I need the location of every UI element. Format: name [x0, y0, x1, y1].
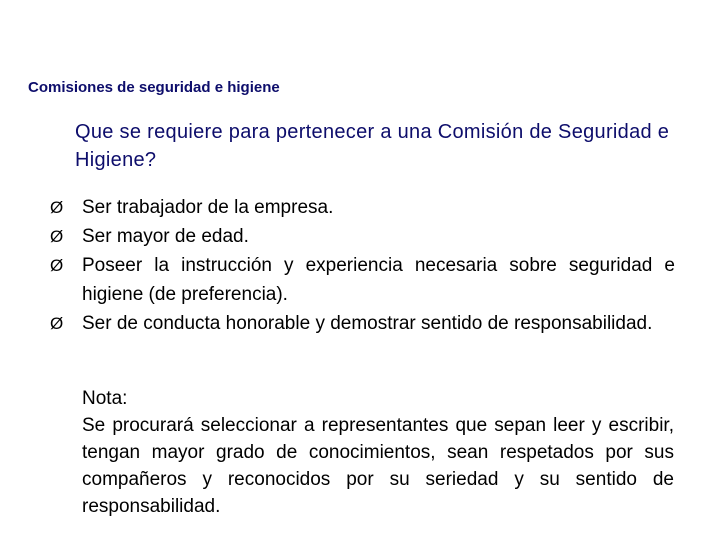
list-item	[48, 309, 675, 338]
list-item-text: Ser trabajador de la empresa.	[82, 197, 334, 218]
slide-title: Comisiones de seguridad e higiene	[28, 79, 280, 96]
requirements-list	[48, 193, 675, 338]
list-item-text: Ser mayor de edad.	[82, 226, 249, 247]
arrow-bullet-icon: Ø	[50, 198, 64, 217]
note-text: Se procurará seleccionar a representantes que sepan leer y escribir, tengan mayor grado de conocimientos, sean respetados por sus compañeros y reconocidos por su seriedad y su sentido de responsabilidad.	[82, 415, 674, 517]
list-item-text: Poseer la instrucción y experiencia necesaria sobre seguridad e higiene (de preferencia).	[82, 255, 675, 305]
note-label: Nota:	[82, 388, 128, 409]
list-item	[48, 193, 675, 222]
arrow-bullet-icon: Ø	[50, 256, 64, 275]
list-item-text: Ser de conducta honorable y demostrar sentido de responsabilidad.	[82, 313, 653, 334]
arrow-bullet-icon: Ø	[50, 314, 64, 333]
arrow-bullet-icon: Ø	[50, 227, 64, 246]
note-block	[82, 385, 674, 520]
list-item	[48, 251, 675, 309]
question-heading: Que se requiere para pertenecer a una Comisión de Seguridad e Higiene?	[75, 121, 670, 171]
list-item	[48, 222, 675, 251]
